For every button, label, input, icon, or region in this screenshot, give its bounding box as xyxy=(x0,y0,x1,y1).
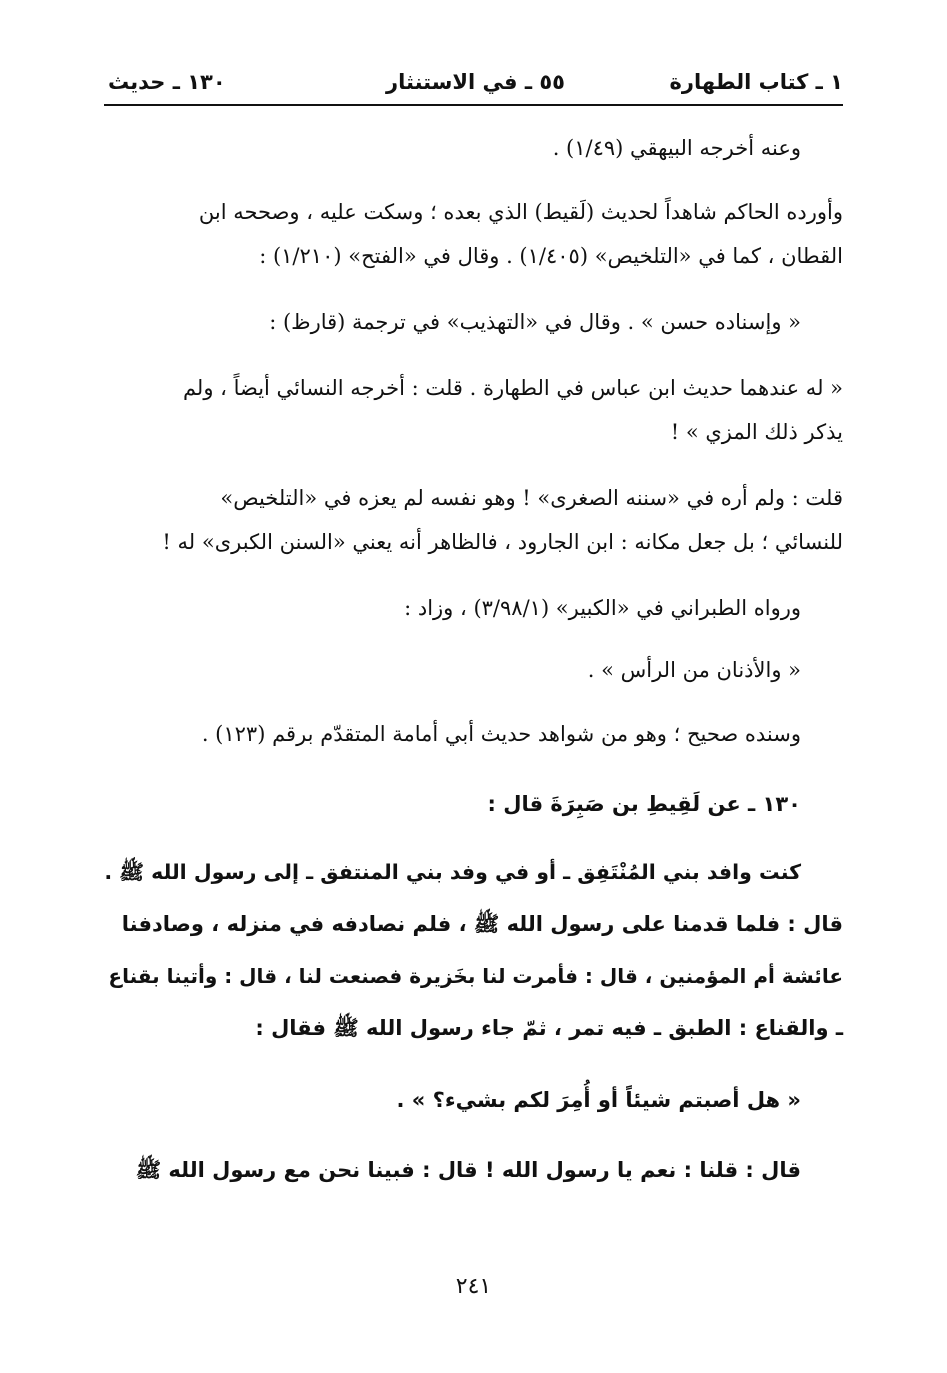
text-line: القطان ، كما في «التلخيص» (١/٤٠٥) . وقال في «الفتح» (١/٢١٠) : xyxy=(259,244,843,268)
header-rule xyxy=(104,104,843,106)
hadith-text-line: « هل أصبتم شيئاً أو أُمِرَ لكم بشيء؟ » . xyxy=(396,1088,801,1112)
hadith-text-line: قال : فلما قدمنا على رسول الله ﷺ ، فلم نصادفه في منزله ، وصادفنا xyxy=(121,912,843,936)
text-line: يذكر ذلك المزي » ! xyxy=(670,420,843,444)
text-line: وعنه أخرجه البيهقي (١/٤٩) . xyxy=(552,136,801,160)
hadith-heading: ١٣٠ ـ عن لَقِيطِ بن صَبِرَةَ قال : xyxy=(487,792,801,816)
text-line: « وإسناده حسن » . وقال في «التهذيب» في ترجمة (قارظ) : xyxy=(269,310,801,334)
hadith-text-line: ـ والقناع : الطبق ـ فيه تمر ، ثمّ جاء رسول الله ﷺ فقال : xyxy=(255,1016,843,1040)
text-line: « له عندهما حديث ابن عباس في الطهارة . قلت : أخرجه النسائي أيضاً ، ولم xyxy=(182,376,843,400)
header-chapter-title: ٥٥ ـ في الاستنثار xyxy=(386,70,565,94)
text-line: « والأذنان من الرأس » . xyxy=(587,658,801,682)
running-header xyxy=(108,64,843,104)
header-hadith-number: ١٣٠ ـ حديث xyxy=(108,70,226,94)
header-book-title: ١ ـ كتاب الطهارة xyxy=(669,70,843,94)
hadith-text-line: قال : قلنا : نعم يا رسول الله ! قال : فبينا نحن مع رسول الله ﷺ xyxy=(135,1158,801,1182)
text-line: وأورده الحاكم شاهداً لحديث (لَقيط) الذي بعده ؛ وسكت عليه ، وصححه ابن xyxy=(198,200,843,224)
text-line: وسنده صحيح ؛ وهو من شواهد حديث أبي أمامة المتقدّم برقم (١٢٣) . xyxy=(201,722,801,746)
text-line: ورواه الطبراني في «الكبير» (٣/٩٨/١) ، وزاد : xyxy=(404,596,801,620)
hadith-text-line: عائشة أم المؤمنين ، قال : فأمرت لنا بخَزيرة فصنعت لنا ، قال : وأتينا بقناع xyxy=(108,964,843,988)
hadith-text-line: كنت وافد بني المُنْتَفِق ـ أو في وفد بني المنتفق ـ إلى رسول الله ﷺ . xyxy=(104,860,801,884)
text-line: قلت : ولم أره في «سننه الصغرى» ! وهو نفسه لم يعزه في «التلخيص» xyxy=(220,486,843,510)
page-number: ٢٤١ xyxy=(455,1274,492,1299)
text-line: للنسائي ؛ بل جعل مكانه : ابن الجارود ، فالظاهر أنه يعني «السنن الكبرى» له ! xyxy=(162,530,843,554)
